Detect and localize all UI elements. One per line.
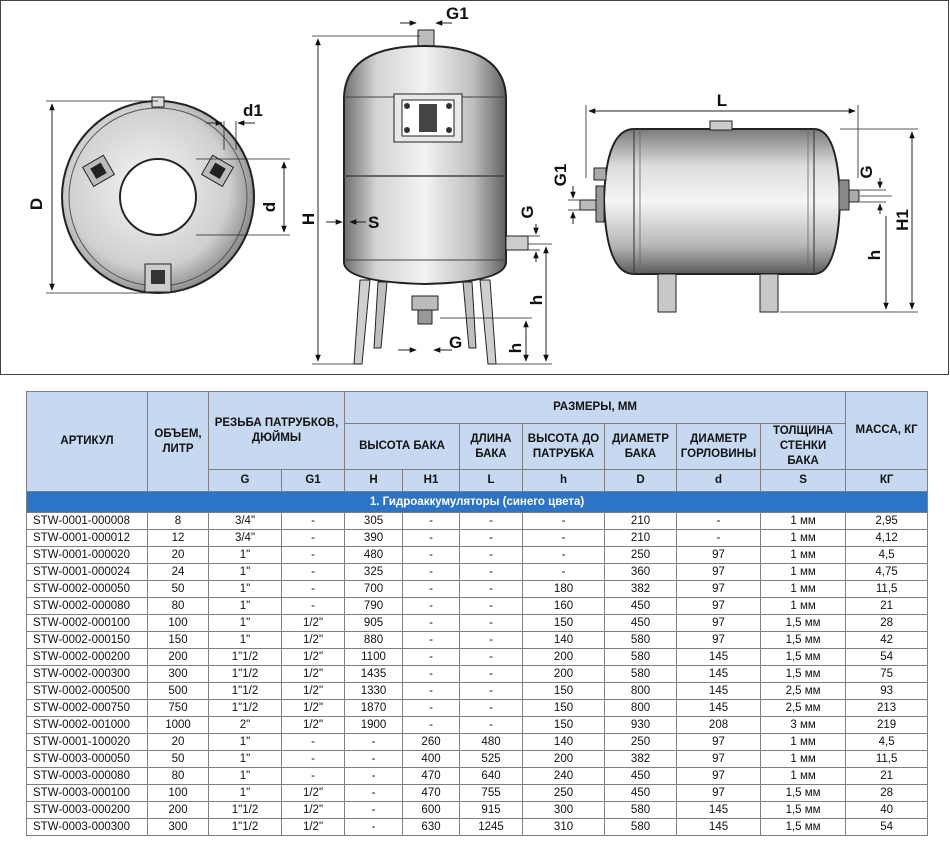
symbol-G1: G1 bbox=[282, 470, 345, 492]
cell-pipe-height-h: 310 bbox=[523, 819, 605, 836]
cell-wall-s: 1 мм bbox=[761, 581, 846, 598]
cell-article: STW-0001-000012 bbox=[27, 530, 148, 547]
cell-neck-diameter-d: 97 bbox=[677, 751, 761, 768]
cell-thread-g: 1"1/2 bbox=[209, 819, 282, 836]
cell-thread-g1: 1/2" bbox=[282, 717, 345, 734]
cell-height-h1: - bbox=[403, 632, 460, 649]
cell-volume: 12 bbox=[148, 530, 209, 547]
cell-volume: 50 bbox=[148, 581, 209, 598]
cell-length-l: 1245 bbox=[460, 819, 523, 836]
dim-label-H1: H1 bbox=[893, 209, 912, 231]
cell-wall-s: 1 мм bbox=[761, 547, 846, 564]
cell-thread-g: 1" bbox=[209, 632, 282, 649]
cell-thread-g: 1"1/2 bbox=[209, 683, 282, 700]
cell-thread-g1: 1/2" bbox=[282, 683, 345, 700]
cell-article: STW-0002-000080 bbox=[27, 598, 148, 615]
cell-pipe-height-h: 200 bbox=[523, 751, 605, 768]
cell-pipe-height-h: 200 bbox=[523, 649, 605, 666]
cell-article: STW-0001-000024 bbox=[27, 564, 148, 581]
table-row bbox=[27, 513, 928, 530]
cell-neck-diameter-d: 97 bbox=[677, 547, 761, 564]
cell-height-h: - bbox=[345, 819, 403, 836]
cell-wall-s: 1 мм bbox=[761, 751, 846, 768]
cell-diameter-d: 580 bbox=[605, 802, 677, 819]
cell-height-h: 390 bbox=[345, 530, 403, 547]
dim-label-d: d bbox=[260, 201, 279, 213]
table-row bbox=[27, 632, 928, 649]
section-title: 1. Гидроаккумуляторы (синего цвета) bbox=[27, 492, 928, 513]
cell-mass-kg: 11,5 bbox=[846, 581, 928, 598]
cell-neck-diameter-d: 145 bbox=[677, 700, 761, 717]
cell-volume: 80 bbox=[148, 768, 209, 785]
cell-thread-g: 1" bbox=[209, 615, 282, 632]
cell-pipe-height-h: 300 bbox=[523, 802, 605, 819]
symbol-L: L bbox=[460, 470, 523, 492]
spec-table bbox=[26, 391, 928, 836]
cell-pipe-height-h: - bbox=[523, 530, 605, 547]
cell-height-h: 790 bbox=[345, 598, 403, 615]
vertical-tank-drawing bbox=[312, 23, 552, 364]
table-row bbox=[27, 700, 928, 717]
cell-height-h1: 470 bbox=[403, 768, 460, 785]
table-row bbox=[27, 666, 928, 683]
cell-neck-diameter-d: 145 bbox=[677, 683, 761, 700]
cell-wall-s: 1,5 мм bbox=[761, 632, 846, 649]
cell-wall-s: 3 мм bbox=[761, 717, 846, 734]
cell-length-l: - bbox=[460, 666, 523, 683]
table-row bbox=[27, 649, 928, 666]
cell-length-l: - bbox=[460, 564, 523, 581]
top-view-drawing bbox=[46, 97, 290, 293]
cell-height-h1: - bbox=[403, 530, 460, 547]
section-header-row bbox=[27, 492, 928, 513]
table-row bbox=[27, 683, 928, 700]
cell-article: STW-0002-001000 bbox=[27, 717, 148, 734]
cell-height-h1: - bbox=[403, 598, 460, 615]
symbol-d: d bbox=[677, 470, 761, 492]
cell-thread-g1: - bbox=[282, 564, 345, 581]
cell-pipe-height-h: 200 bbox=[523, 666, 605, 683]
cell-thread-g: 3/4" bbox=[209, 530, 282, 547]
cell-neck-diameter-d: 145 bbox=[677, 819, 761, 836]
table-row bbox=[27, 598, 928, 615]
table-row bbox=[27, 564, 928, 581]
table-row bbox=[27, 819, 928, 836]
cell-volume: 1000 bbox=[148, 717, 209, 734]
cell-mass-kg: 11,5 bbox=[846, 751, 928, 768]
technical-drawing bbox=[0, 0, 950, 376]
header-tank-diameter: ДИАМЕТР БАКА bbox=[605, 424, 677, 470]
cell-article: STW-0002-000100 bbox=[27, 615, 148, 632]
cell-mass-kg: 213 bbox=[846, 700, 928, 717]
cell-thread-g1: 1/2" bbox=[282, 649, 345, 666]
cell-diameter-d: 580 bbox=[605, 649, 677, 666]
cell-length-l: - bbox=[460, 717, 523, 734]
cell-neck-diameter-d: 145 bbox=[677, 666, 761, 683]
cell-thread-g1: 1/2" bbox=[282, 819, 345, 836]
dim-label-G1-horizontal: G1 bbox=[551, 163, 570, 187]
cell-wall-s: 1,5 мм bbox=[761, 615, 846, 632]
table-row bbox=[27, 717, 928, 734]
cell-article: STW-0003-000300 bbox=[27, 819, 148, 836]
cell-length-l: 480 bbox=[460, 734, 523, 751]
header-article: АРТИКУЛ bbox=[27, 392, 148, 492]
cell-volume: 50 bbox=[148, 751, 209, 768]
cell-diameter-d: 450 bbox=[605, 768, 677, 785]
dim-label-h-bottom: h bbox=[506, 342, 525, 354]
symbol-kg: КГ bbox=[846, 470, 928, 492]
cell-volume: 24 bbox=[148, 564, 209, 581]
cell-pipe-height-h: 140 bbox=[523, 632, 605, 649]
cell-length-l: - bbox=[460, 632, 523, 649]
cell-height-h: 1435 bbox=[345, 666, 403, 683]
header-wall-thickness: ТОЛЩИНА СТЕНКИ БАКА bbox=[761, 424, 846, 470]
header-mass: МАССА, КГ bbox=[846, 392, 928, 470]
cell-article: STW-0001-100020 bbox=[27, 734, 148, 751]
dim-label-H: H bbox=[299, 212, 318, 226]
cell-article: STW-0002-000050 bbox=[27, 581, 148, 598]
cell-height-h1: - bbox=[403, 683, 460, 700]
table-row bbox=[27, 547, 928, 564]
cell-mass-kg: 28 bbox=[846, 615, 928, 632]
cell-height-h: 1870 bbox=[345, 700, 403, 717]
cell-diameter-d: 250 bbox=[605, 547, 677, 564]
cell-volume: 100 bbox=[148, 785, 209, 802]
cell-thread-g1: - bbox=[282, 768, 345, 785]
cell-article: STW-0001-000020 bbox=[27, 547, 148, 564]
cell-neck-diameter-d: 97 bbox=[677, 768, 761, 785]
cell-neck-diameter-d: 97 bbox=[677, 615, 761, 632]
cell-mass-kg: 4,5 bbox=[846, 547, 928, 564]
cell-thread-g1: - bbox=[282, 513, 345, 530]
symbol-H: H bbox=[345, 470, 403, 492]
cell-thread-g: 1" bbox=[209, 598, 282, 615]
cell-article: STW-0002-000750 bbox=[27, 700, 148, 717]
cell-mass-kg: 42 bbox=[846, 632, 928, 649]
cell-wall-s: 1,5 мм bbox=[761, 649, 846, 666]
cell-length-l: - bbox=[460, 513, 523, 530]
cell-mass-kg: 4,5 bbox=[846, 734, 928, 751]
cell-article: STW-0003-000100 bbox=[27, 785, 148, 802]
cell-height-h1: - bbox=[403, 615, 460, 632]
cell-article: STW-0002-000500 bbox=[27, 683, 148, 700]
symbol-S: S bbox=[761, 470, 846, 492]
cell-diameter-d: 800 bbox=[605, 683, 677, 700]
cell-length-l: - bbox=[460, 615, 523, 632]
cell-mass-kg: 4,12 bbox=[846, 530, 928, 547]
cell-volume: 100 bbox=[148, 615, 209, 632]
cell-height-h1: - bbox=[403, 700, 460, 717]
cell-neck-diameter-d: 97 bbox=[677, 564, 761, 581]
cell-length-l: - bbox=[460, 581, 523, 598]
cell-thread-g: 1" bbox=[209, 785, 282, 802]
cell-diameter-d: 210 bbox=[605, 530, 677, 547]
cell-thread-g: 1" bbox=[209, 581, 282, 598]
cell-height-h: - bbox=[345, 768, 403, 785]
cell-volume: 750 bbox=[148, 700, 209, 717]
dim-label-G-horizontal: G bbox=[857, 165, 876, 179]
cell-mass-kg: 75 bbox=[846, 666, 928, 683]
cell-article: STW-0002-000200 bbox=[27, 649, 148, 666]
cell-diameter-d: 450 bbox=[605, 785, 677, 802]
cell-mass-kg: 54 bbox=[846, 649, 928, 666]
cell-height-h: 1900 bbox=[345, 717, 403, 734]
cell-thread-g1: - bbox=[282, 581, 345, 598]
cell-thread-g: 3/4" bbox=[209, 513, 282, 530]
cell-mass-kg: 54 bbox=[846, 819, 928, 836]
cell-pipe-height-h: - bbox=[523, 513, 605, 530]
cell-volume: 500 bbox=[148, 683, 209, 700]
cell-mass-kg: 21 bbox=[846, 768, 928, 785]
cell-neck-diameter-d: - bbox=[677, 530, 761, 547]
cell-wall-s: 1,5 мм bbox=[761, 785, 846, 802]
cell-length-l: - bbox=[460, 649, 523, 666]
cell-thread-g: 1" bbox=[209, 564, 282, 581]
cell-pipe-height-h: 150 bbox=[523, 683, 605, 700]
cell-wall-s: 1 мм bbox=[761, 598, 846, 615]
cell-pipe-height-h: 180 bbox=[523, 581, 605, 598]
table-row bbox=[27, 530, 928, 547]
cell-thread-g: 1" bbox=[209, 751, 282, 768]
cell-height-h: 1330 bbox=[345, 683, 403, 700]
cell-thread-g1: - bbox=[282, 751, 345, 768]
dim-label-L: L bbox=[716, 91, 728, 110]
cell-volume: 300 bbox=[148, 819, 209, 836]
header-dimensions: РАЗМЕРЫ, ММ bbox=[345, 392, 846, 424]
cell-article: STW-0002-000300 bbox=[27, 666, 148, 683]
header-tank-height: ВЫСОТА БАКА bbox=[345, 424, 460, 470]
cell-volume: 200 bbox=[148, 649, 209, 666]
cell-diameter-d: 360 bbox=[605, 564, 677, 581]
cell-diameter-d: 800 bbox=[605, 700, 677, 717]
cell-diameter-d: 580 bbox=[605, 819, 677, 836]
cell-height-h: 305 bbox=[345, 513, 403, 530]
cell-height-h: - bbox=[345, 734, 403, 751]
cell-length-l: - bbox=[460, 683, 523, 700]
cell-pipe-height-h: - bbox=[523, 564, 605, 581]
cell-thread-g: 1" bbox=[209, 547, 282, 564]
cell-diameter-d: 382 bbox=[605, 581, 677, 598]
cell-thread-g1: 1/2" bbox=[282, 666, 345, 683]
cell-height-h1: 400 bbox=[403, 751, 460, 768]
cell-thread-g1: 1/2" bbox=[282, 700, 345, 717]
cell-neck-diameter-d: 145 bbox=[677, 802, 761, 819]
cell-wall-s: 2,5 мм bbox=[761, 683, 846, 700]
dim-label-G1-top: G1 bbox=[446, 4, 469, 23]
symbol-D: D bbox=[605, 470, 677, 492]
cell-mass-kg: 219 bbox=[846, 717, 928, 734]
cell-pipe-height-h: 150 bbox=[523, 700, 605, 717]
cell-thread-g: 1" bbox=[209, 734, 282, 751]
symbol-H1: H1 bbox=[403, 470, 460, 492]
cell-diameter-d: 450 bbox=[605, 598, 677, 615]
cell-volume: 150 bbox=[148, 632, 209, 649]
cell-mass-kg: 2,95 bbox=[846, 513, 928, 530]
cell-height-h1: - bbox=[403, 564, 460, 581]
cell-thread-g: 2" bbox=[209, 717, 282, 734]
header-neck-diameter: ДИАМЕТР ГОРЛОВИНЫ bbox=[677, 424, 761, 470]
dim-label-h-legs: h bbox=[527, 294, 546, 306]
header-pipe-height: ВЫСОТА ДО ПАТРУБКА bbox=[523, 424, 605, 470]
cell-length-l: - bbox=[460, 598, 523, 615]
cell-thread-g: 1"1/2 bbox=[209, 802, 282, 819]
cell-thread-g1: - bbox=[282, 734, 345, 751]
cell-thread-g: 1" bbox=[209, 768, 282, 785]
table-row bbox=[27, 615, 928, 632]
cell-height-h: - bbox=[345, 751, 403, 768]
symbol-G: G bbox=[209, 470, 282, 492]
cell-neck-diameter-d: 97 bbox=[677, 734, 761, 751]
cell-diameter-d: 930 bbox=[605, 717, 677, 734]
cell-length-l: - bbox=[460, 530, 523, 547]
symbol-h: h bbox=[523, 470, 605, 492]
cell-height-h: 1100 bbox=[345, 649, 403, 666]
cell-mass-kg: 28 bbox=[846, 785, 928, 802]
cell-volume: 200 bbox=[148, 802, 209, 819]
table-row bbox=[27, 785, 928, 802]
cell-diameter-d: 250 bbox=[605, 734, 677, 751]
cell-article: STW-0002-000150 bbox=[27, 632, 148, 649]
dim-label-G-bottom: G bbox=[449, 333, 463, 352]
cell-volume: 8 bbox=[148, 513, 209, 530]
table-row bbox=[27, 581, 928, 598]
cell-height-h1: - bbox=[403, 581, 460, 598]
cell-pipe-height-h: 140 bbox=[523, 734, 605, 751]
cell-pipe-height-h: 240 bbox=[523, 768, 605, 785]
cell-height-h1: - bbox=[403, 649, 460, 666]
cell-wall-s: 2,5 мм bbox=[761, 700, 846, 717]
header-thread: РЕЗЬБА ПАТРУБКОВ, ДЮЙМЫ bbox=[209, 392, 345, 470]
horizontal-tank-drawing bbox=[568, 105, 918, 312]
dim-label-h-horizontal: h bbox=[865, 249, 884, 261]
cell-mass-kg: 21 bbox=[846, 598, 928, 615]
cell-height-h1: 600 bbox=[403, 802, 460, 819]
dim-label-d1: d1 bbox=[243, 101, 263, 120]
cell-height-h: - bbox=[345, 785, 403, 802]
cell-height-h: 700 bbox=[345, 581, 403, 598]
table-row bbox=[27, 751, 928, 768]
cell-pipe-height-h: - bbox=[523, 547, 605, 564]
cell-article: STW-0003-000050 bbox=[27, 751, 148, 768]
cell-wall-s: 1 мм bbox=[761, 734, 846, 751]
cell-height-h1: 630 bbox=[403, 819, 460, 836]
cell-neck-diameter-d: - bbox=[677, 513, 761, 530]
cell-thread-g: 1"1/2 bbox=[209, 649, 282, 666]
header-volume: ОБЪЕМ, ЛИТР bbox=[148, 392, 209, 492]
cell-diameter-d: 580 bbox=[605, 666, 677, 683]
cell-length-l: 525 bbox=[460, 751, 523, 768]
cell-neck-diameter-d: 208 bbox=[677, 717, 761, 734]
dim-label-D: D bbox=[27, 197, 46, 211]
cell-wall-s: 1 мм bbox=[761, 513, 846, 530]
cell-height-h1: 470 bbox=[403, 785, 460, 802]
cell-mass-kg: 4,75 bbox=[846, 564, 928, 581]
cell-length-l: 755 bbox=[460, 785, 523, 802]
header-tank-length: ДЛИНА БАКА bbox=[460, 424, 523, 470]
cell-height-h: - bbox=[345, 802, 403, 819]
cell-diameter-d: 210 bbox=[605, 513, 677, 530]
cell-height-h: 905 bbox=[345, 615, 403, 632]
cell-neck-diameter-d: 97 bbox=[677, 598, 761, 615]
cell-diameter-d: 450 bbox=[605, 615, 677, 632]
table-row bbox=[27, 802, 928, 819]
cell-pipe-height-h: 160 bbox=[523, 598, 605, 615]
cell-thread-g: 1"1/2 bbox=[209, 666, 282, 683]
cell-volume: 300 bbox=[148, 666, 209, 683]
cell-length-l: - bbox=[460, 700, 523, 717]
cell-length-l: 915 bbox=[460, 802, 523, 819]
cell-neck-diameter-d: 97 bbox=[677, 785, 761, 802]
table-row bbox=[27, 768, 928, 785]
cell-wall-s: 1 мм bbox=[761, 768, 846, 785]
cell-thread-g1: 1/2" bbox=[282, 785, 345, 802]
cell-pipe-height-h: 150 bbox=[523, 717, 605, 734]
cell-thread-g1: 1/2" bbox=[282, 802, 345, 819]
cell-height-h1: 260 bbox=[403, 734, 460, 751]
cell-mass-kg: 40 bbox=[846, 802, 928, 819]
cell-wall-s: 1 мм bbox=[761, 530, 846, 547]
cell-thread-g: 1"1/2 bbox=[209, 700, 282, 717]
cell-diameter-d: 382 bbox=[605, 751, 677, 768]
cell-thread-g1: - bbox=[282, 530, 345, 547]
cell-wall-s: 1 мм bbox=[761, 564, 846, 581]
cell-wall-s: 1,5 мм bbox=[761, 819, 846, 836]
cell-neck-diameter-d: 145 bbox=[677, 649, 761, 666]
cell-volume: 20 bbox=[148, 547, 209, 564]
cell-article: STW-0003-000200 bbox=[27, 802, 148, 819]
cell-height-h1: - bbox=[403, 513, 460, 530]
cell-thread-g1: 1/2" bbox=[282, 615, 345, 632]
cell-volume: 20 bbox=[148, 734, 209, 751]
dim-label-S: S bbox=[368, 213, 380, 232]
cell-diameter-d: 580 bbox=[605, 632, 677, 649]
cell-volume: 80 bbox=[148, 598, 209, 615]
cell-wall-s: 1,5 мм bbox=[761, 666, 846, 683]
cell-mass-kg: 93 bbox=[846, 683, 928, 700]
cell-article: STW-0003-000080 bbox=[27, 768, 148, 785]
cell-pipe-height-h: 150 bbox=[523, 615, 605, 632]
table-row bbox=[27, 734, 928, 751]
cell-pipe-height-h: 250 bbox=[523, 785, 605, 802]
cell-height-h: 325 bbox=[345, 564, 403, 581]
cell-length-l: - bbox=[460, 547, 523, 564]
cell-thread-g1: - bbox=[282, 598, 345, 615]
cell-height-h1: - bbox=[403, 547, 460, 564]
cell-neck-diameter-d: 97 bbox=[677, 632, 761, 649]
cell-length-l: 640 bbox=[460, 768, 523, 785]
cell-height-h1: - bbox=[403, 666, 460, 683]
cell-height-h: 480 bbox=[345, 547, 403, 564]
cell-thread-g1: 1/2" bbox=[282, 632, 345, 649]
cell-neck-diameter-d: 97 bbox=[677, 581, 761, 598]
cell-wall-s: 1,5 мм bbox=[761, 802, 846, 819]
cell-thread-g1: - bbox=[282, 547, 345, 564]
dim-label-G-side: G bbox=[518, 205, 537, 219]
cell-height-h1: - bbox=[403, 717, 460, 734]
cell-height-h: 880 bbox=[345, 632, 403, 649]
cell-article: STW-0001-000008 bbox=[27, 513, 148, 530]
